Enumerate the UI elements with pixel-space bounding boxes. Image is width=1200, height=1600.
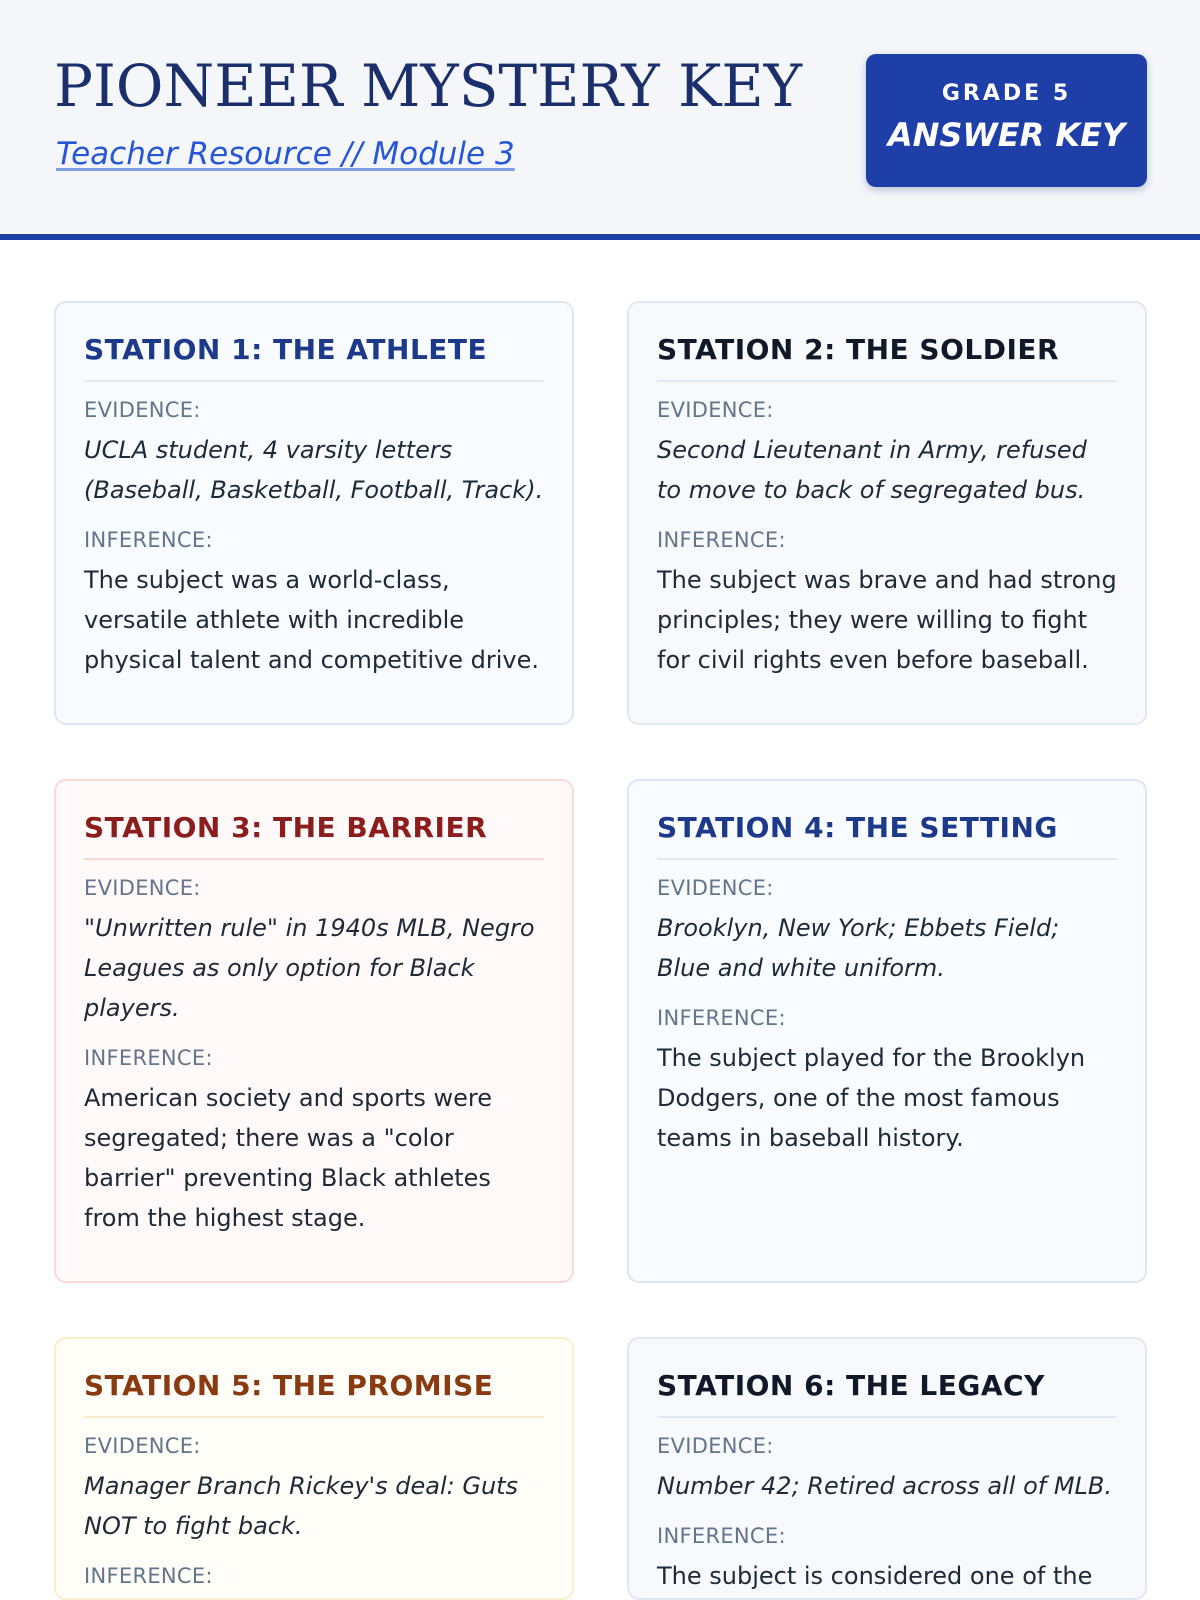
station-card-5 bbox=[54, 1337, 574, 1600]
inference-text: The subject is considered one of the bbox=[657, 1562, 1093, 1590]
station-title: STATION 2: THE SOLDIER bbox=[657, 333, 1117, 382]
inference-label: INFERENCE: bbox=[657, 528, 786, 552]
inference-text: The subject played for the Brooklyn Dodgers, one of the most famous teams in baseball history. bbox=[657, 1044, 1086, 1152]
answer-key-badge bbox=[866, 54, 1147, 187]
inference-text: The subject was a world-class, versatile athlete with incredible physical talent and competitive drive. bbox=[84, 566, 539, 674]
evidence-label: EVIDENCE: bbox=[84, 1434, 201, 1458]
station-card-1 bbox=[54, 301, 574, 725]
evidence-label: EVIDENCE: bbox=[657, 1434, 774, 1458]
inference-label: INFERENCE: bbox=[84, 1564, 213, 1588]
evidence-text: Brooklyn, New York; Ebbets Field; Blue and white uniform. bbox=[657, 914, 1060, 982]
station-title: STATION 4: THE SETTING bbox=[657, 811, 1117, 860]
station-card-2 bbox=[627, 301, 1147, 725]
evidence-label: EVIDENCE: bbox=[657, 398, 774, 422]
inference-label: INFERENCE: bbox=[657, 1006, 786, 1030]
evidence-label: EVIDENCE: bbox=[84, 876, 201, 900]
station-card-6 bbox=[627, 1337, 1147, 1600]
inference-text: The subject was brave and had strong principles; they were willing to fight for civil rights even before baseball. bbox=[657, 566, 1117, 674]
page-title: PIONEER MYSTERY KEY bbox=[54, 52, 803, 120]
evidence-text: "Unwritten rule" in 1940s MLB, Negro Leagues as only option for Black players. bbox=[84, 914, 535, 1022]
station-card-3 bbox=[54, 779, 574, 1283]
station-card-4 bbox=[627, 779, 1147, 1283]
evidence-text: Second Lieutenant in Army, refused to move to back of segregated bus. bbox=[657, 436, 1087, 504]
evidence-text: Number 42; Retired across all of MLB. bbox=[657, 1472, 1113, 1500]
resource-subtitle-link[interactable]: Teacher Resource // Module 3 bbox=[56, 136, 515, 172]
evidence-text: UCLA student, 4 varsity letters (Baseball, Basketball, Football, Track). bbox=[84, 436, 544, 504]
evidence-text: Manager Branch Rickey's deal: Guts NOT to fight back. bbox=[84, 1472, 519, 1540]
page-header bbox=[0, 0, 1200, 240]
station-title: STATION 3: THE BARRIER bbox=[84, 811, 544, 860]
grade-label: GRADE 5 bbox=[941, 81, 1072, 106]
evidence-label: EVIDENCE: bbox=[657, 876, 774, 900]
station-title: STATION 1: THE ATHLETE bbox=[84, 333, 544, 382]
inference-label: INFERENCE: bbox=[657, 1524, 786, 1548]
inference-text: American society and sports were segregated; there was a "color barrier" preventing Black athletes from the highest stage. bbox=[84, 1084, 493, 1232]
station-title: STATION 5: THE PROMISE bbox=[84, 1369, 544, 1418]
station-title: STATION 6: THE LEGACY bbox=[657, 1369, 1117, 1418]
inference-label: INFERENCE: bbox=[84, 1046, 213, 1070]
evidence-label: EVIDENCE: bbox=[84, 398, 201, 422]
answer-key-label: ANSWER KEY bbox=[887, 116, 1126, 154]
inference-label: INFERENCE: bbox=[84, 528, 213, 552]
